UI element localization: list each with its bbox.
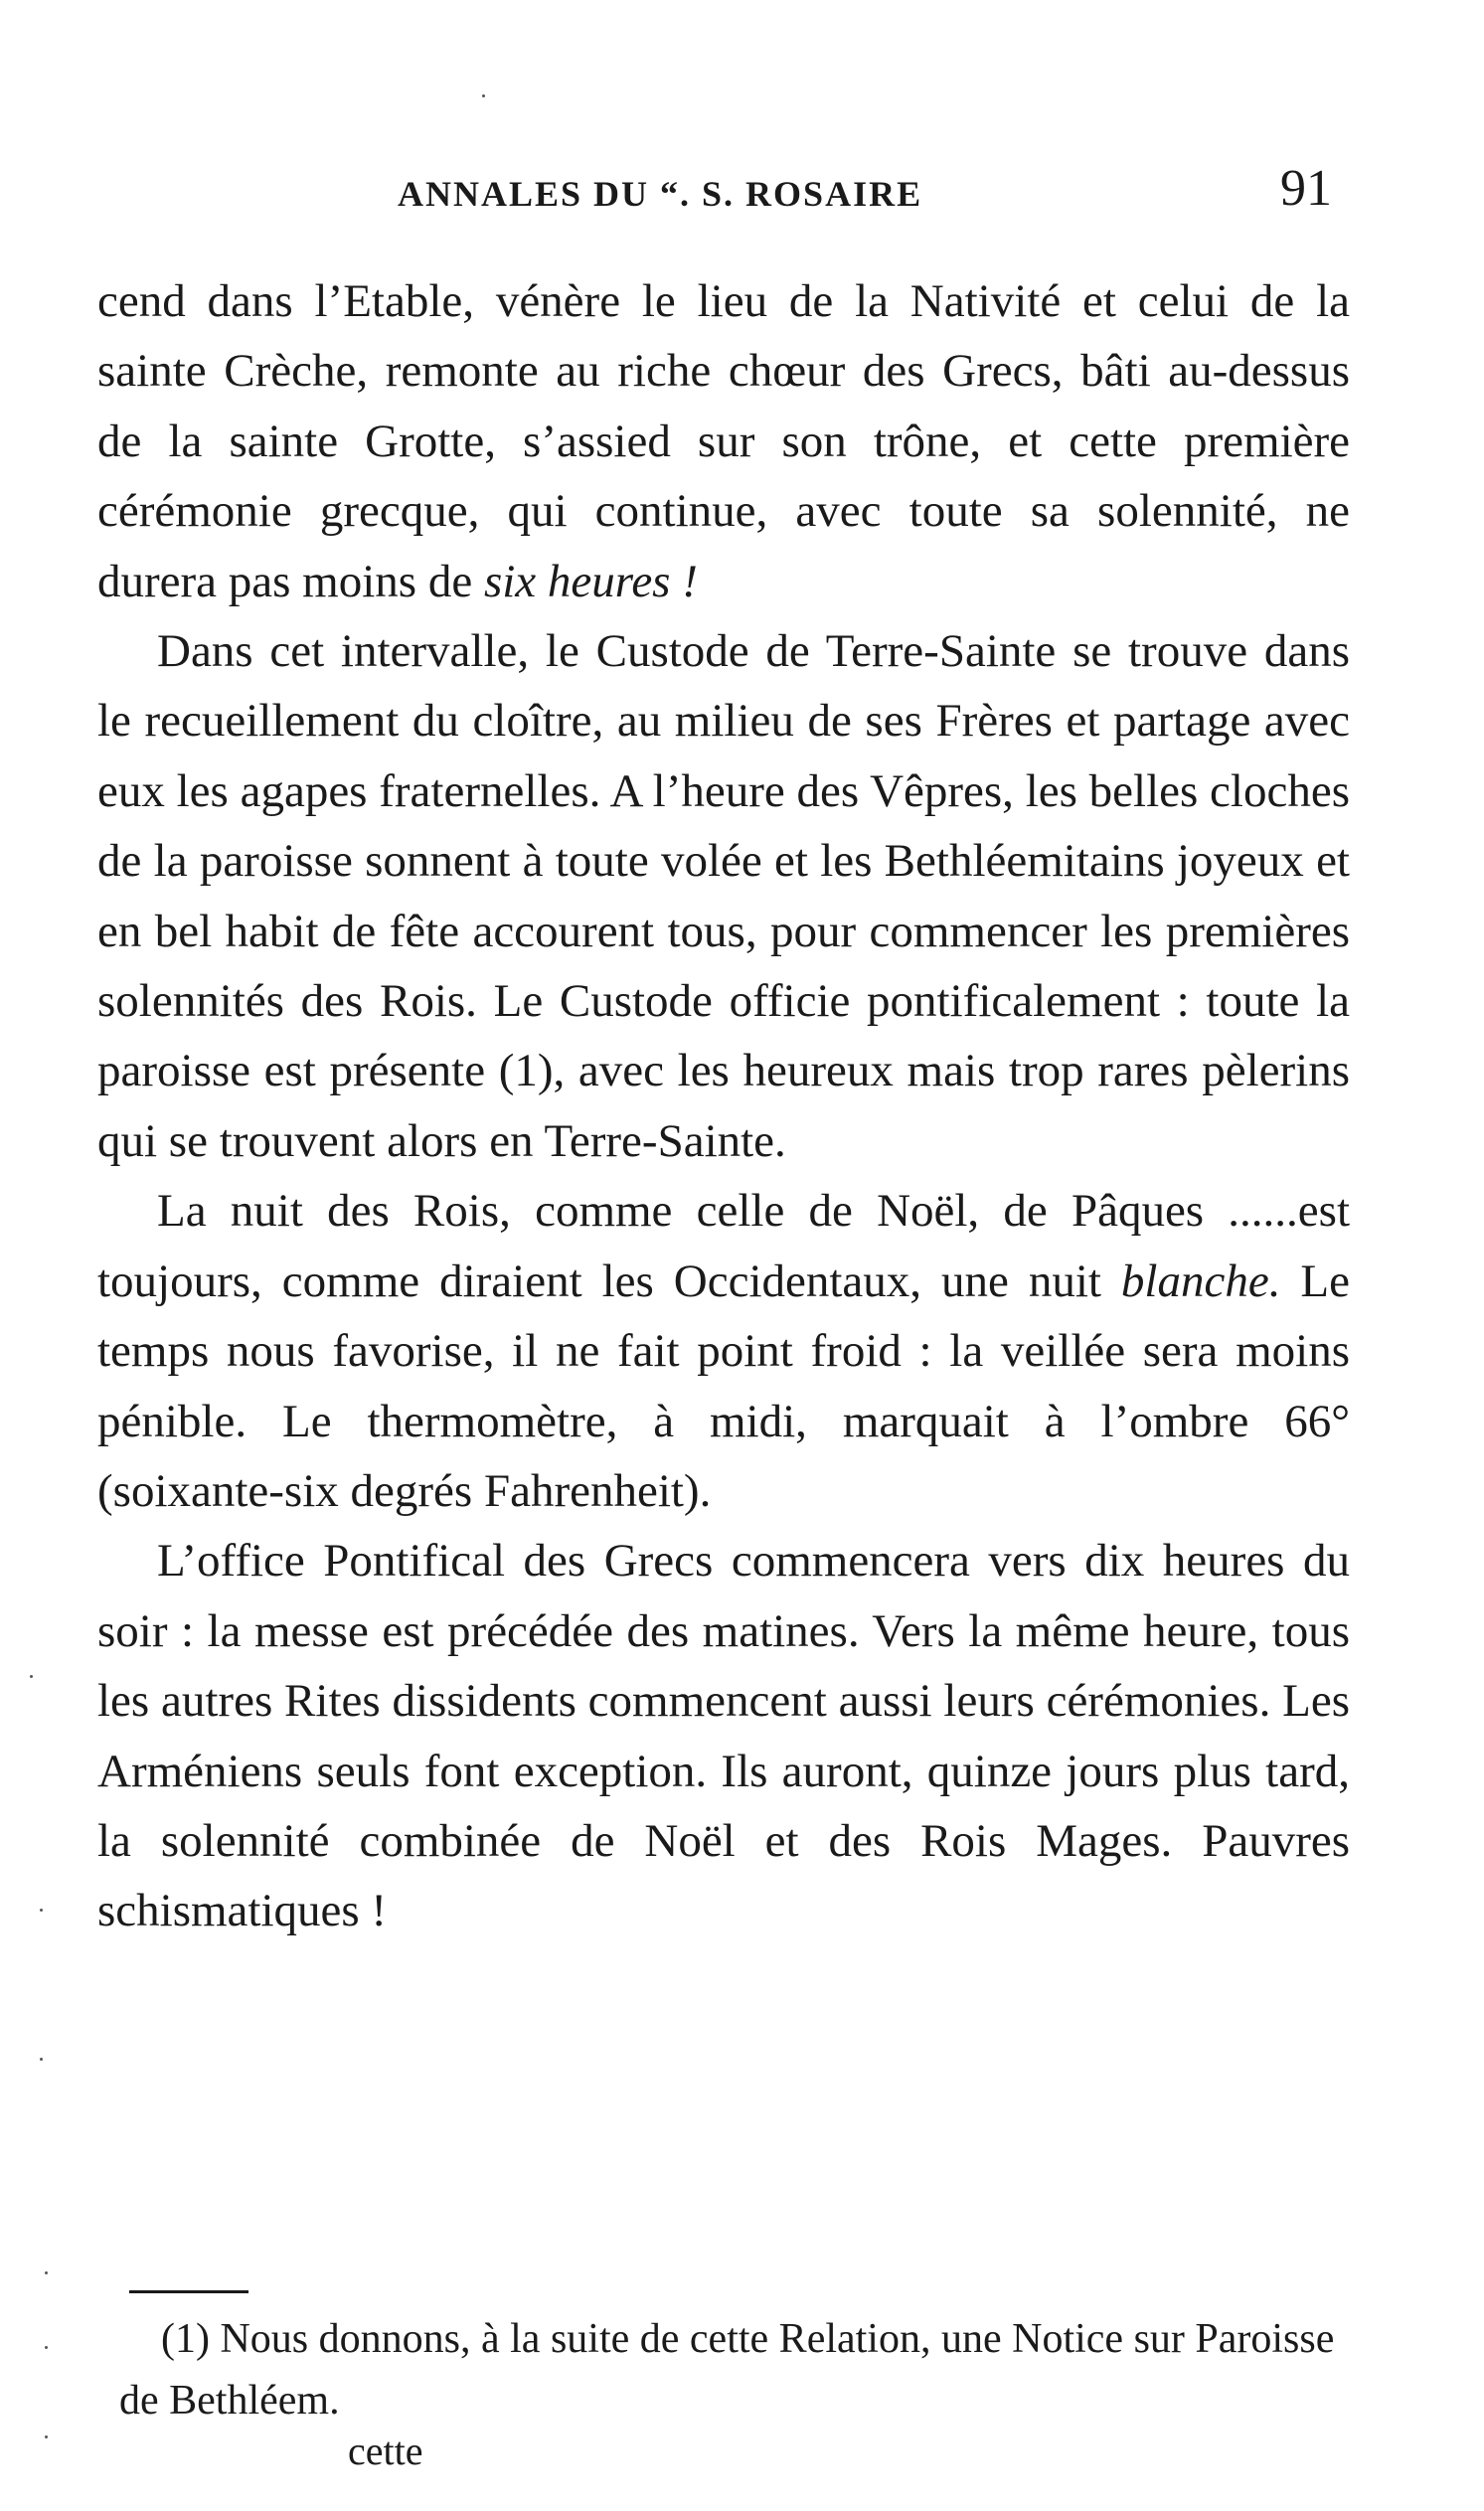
footnote (119, 2308, 1372, 2431)
footnote-rule (129, 2290, 248, 2293)
footnote-margin-word: cette (348, 2428, 423, 2473)
paragraph-2 (97, 616, 1350, 1176)
paragraph-text: La nuit des Rois, comme celle de Noël, de Pâques ......est toujours, comme diraient les Occidentaux, une nuit (97, 1185, 1350, 1307)
page-header (398, 159, 1332, 219)
scan-speck (482, 94, 485, 97)
scan-speck (45, 2271, 48, 2274)
footnote-text: (1) Nous donnons, à la suite de cette Relation, une Notice sur Paroisse de Bethléem. (119, 2316, 1335, 2424)
emphasis-text: six heures ! (483, 555, 698, 607)
paragraph-3 (97, 1176, 1350, 1526)
paragraph-4 (97, 1526, 1350, 1945)
scan-speck (40, 1909, 43, 1912)
page-number: 91 (1280, 160, 1332, 217)
paragraph-text: L’office Pontifical des Grecs commencera vers dix heures du soir : la messe est précédée des matines. Vers la même heure, tous les autres Rites dissidents commencent aussi leurs cérémonies. Les Arméniens seuls font exception. Ils auront, quinze jours plus tard, la solennité combinée de Noël et des Rois Mages. Pauvres schismatiques ! (97, 1535, 1350, 1937)
scan-speck (40, 2058, 43, 2061)
scan-speck (30, 1675, 33, 1678)
emphasis-text: blanche. (1120, 1255, 1281, 1307)
paragraph-1 (97, 266, 1350, 616)
scan-speck (45, 2346, 48, 2349)
running-head: ANNALES DU “. S. ROSAIRE (398, 174, 923, 214)
paragraph-text: cend dans l’Etable, vénère le lieu de la Nativité et celui de la sainte Crèche, remonte au riche chœur des Grecs, bâti au-dessus de la sainte Grotte, s’assied sur son trône, et cette première cérémonie grecque, qui continue, avec toute sa solennité, ne durera pas moins de (97, 275, 1350, 607)
scan-speck (45, 2435, 48, 2438)
paragraph-text: Le temps nous favorise, il ne fait point froid : la veillée sera moins pénible. Le thermomètre, à midi, marquait à l’ombre 66° (soixante-six degrés Fahrenheit). (97, 1255, 1350, 1517)
body-text (97, 266, 1350, 1946)
paragraph-text: Dans cet intervalle, le Custode de Terre-Sainte se trouve dans le recueillement du cloître, au milieu de ses Frères et partage avec eux les agapes fraternelles. A l’heure des Vêpres, les belles cloches de la paroisse sonnent à toute volée et les Bethléemitains joyeux et en bel habit de fête accourent tous, pour commencer les premières solennités des Rois. Le Custode officie pontificalement : toute la paroisse est présente (1), avec les heureux mais trop rares pèlerins qui se trouvent alors en Terre-Sainte. (97, 625, 1350, 1167)
